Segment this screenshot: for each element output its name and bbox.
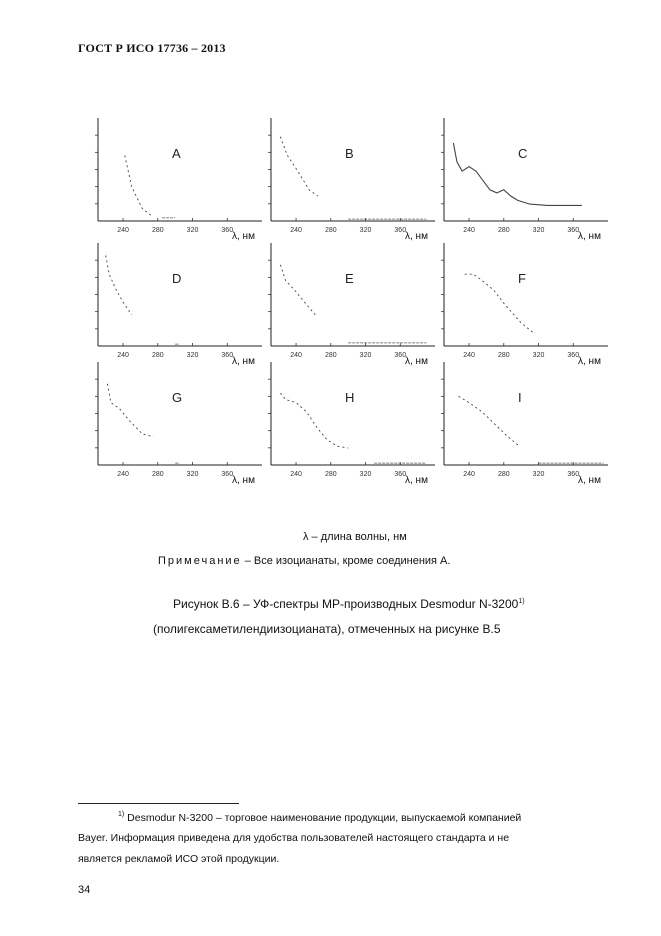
x-tick-label: 240 [290,227,302,234]
x-tick-label: 320 [359,352,372,359]
spectrum-panel-h [270,362,435,486]
spectrum-curve [106,256,132,315]
spectrum-plot [443,243,608,353]
spectrum-plot [97,118,262,228]
x-axis-unit-label: λ, нм [405,475,428,486]
spectrum-plot [270,243,435,353]
x-tick-label: 240 [463,352,475,359]
x-tick-label: 280 [324,471,337,478]
x-tick-label: 280 [497,471,510,478]
panel-letter: B [345,146,354,161]
x-axis-unit-label: λ, нм [578,475,601,486]
footnote-text1: Desmodur N-3200 – торговое наименование продукции, выпускаемой компанией [124,812,522,824]
x-tick-label: 280 [324,352,337,359]
x-tick-label: 240 [117,471,129,478]
spectrum-panel-a [97,118,262,242]
panel-letter: E [345,271,354,286]
x-tick-label: 320 [186,471,199,478]
spectrum-panel-b [270,118,435,242]
x-tick-label: 360 [221,471,234,478]
x-tick-label: 240 [117,227,129,234]
x-tick-label: 360 [394,352,407,359]
x-tick-label: 280 [324,227,337,234]
x-tick-label: 320 [186,352,199,359]
footnote-marker: 1) [118,811,125,818]
x-tick-label: 360 [567,471,580,478]
spectrum-curve [107,384,153,437]
spectrum-panel-d [97,243,262,367]
x-axis-unit-label: λ, нм [232,475,255,486]
x-tick-label: 320 [359,471,372,478]
x-tick-label: 240 [290,471,302,478]
x-tick-label: 280 [151,471,164,478]
note-text: – Все изоцианаты, кроме соединения А. [241,555,451,567]
figure-title-text: Рисунок B.6 – УФ-спектры МР-производных Desmodur N-3200 [173,597,519,611]
x-tick-label: 280 [151,352,164,359]
figure-title-footnote-ref: 1) [518,598,525,605]
spectrum-curve [280,265,315,315]
footnote-line2: Bayer. Информация приведена для удобства пользователей настоящего стандарта и не [78,832,510,844]
spectrum-panel-i [443,362,608,486]
panel-letter: D [172,271,182,286]
spectrum-plot [270,362,435,472]
x-tick-label: 320 [532,227,545,234]
spectrum-plot [443,118,608,228]
x-tick-label: 240 [463,227,475,234]
spectrum-panel-f [443,243,608,367]
x-axis-unit-label: λ, нм [405,231,428,242]
panel-letter: C [518,146,528,161]
x-tick-label: 360 [394,227,407,234]
spectrum-curve [280,137,317,196]
figure-title-line2: (полигексаметилендиизоцианата), отмеченных на рисунке B.5 [153,622,501,636]
x-tick-label: 240 [290,352,302,359]
page-number: 34 [78,884,91,896]
x-axis-unit-label: λ, нм [232,356,255,367]
x-tick-label: 360 [221,227,234,234]
lambda-caption: λ – длина волны, нм [303,531,407,543]
x-tick-label: 280 [497,352,510,359]
x-axis-unit-label: λ, нм [232,231,255,242]
spectrum-plot [97,362,262,472]
footnote-divider [78,803,239,804]
note-label: Примечание [158,555,242,567]
spectrum-panel-e [270,243,435,367]
spectrum-curve [459,396,520,446]
x-tick-label: 360 [394,471,407,478]
x-tick-label: 280 [151,227,164,234]
x-tick-label: 240 [117,352,129,359]
x-axis-unit-label: λ, нм [578,231,601,242]
x-axis-unit-label: λ, нм [405,356,428,367]
footnote-line1 [118,811,521,824]
spectrum-panel-g [97,362,262,486]
spectrum-plot [97,243,262,353]
panel-letter: H [345,390,355,405]
x-tick-label: 320 [532,352,545,359]
x-tick-label: 320 [186,227,199,234]
document-header: ГОСТ Р ИСО 17736 – 2013 [78,41,226,55]
x-tick-label: 360 [567,227,580,234]
spectrum-plot [270,118,435,228]
x-tick-label: 360 [221,352,234,359]
spectrum-plot [443,362,608,472]
x-axis-unit-label: λ, нм [578,356,601,367]
spectrum-curve [125,156,153,217]
x-tick-label: 320 [359,227,372,234]
figure-title-line1 [173,597,525,611]
x-tick-label: 240 [463,471,475,478]
panel-letter: A [172,146,181,161]
x-tick-label: 320 [532,471,545,478]
panel-letter: G [172,390,183,405]
spectrum-panel-c [443,118,608,242]
panel-letter: F [518,271,526,286]
panel-letter: I [518,390,522,405]
figure-note [158,555,450,567]
footnote-line3: является рекламой ИСО этой продукции. [78,853,280,865]
x-tick-label: 360 [567,352,580,359]
x-tick-label: 280 [497,227,510,234]
spectrum-curve [280,393,348,448]
